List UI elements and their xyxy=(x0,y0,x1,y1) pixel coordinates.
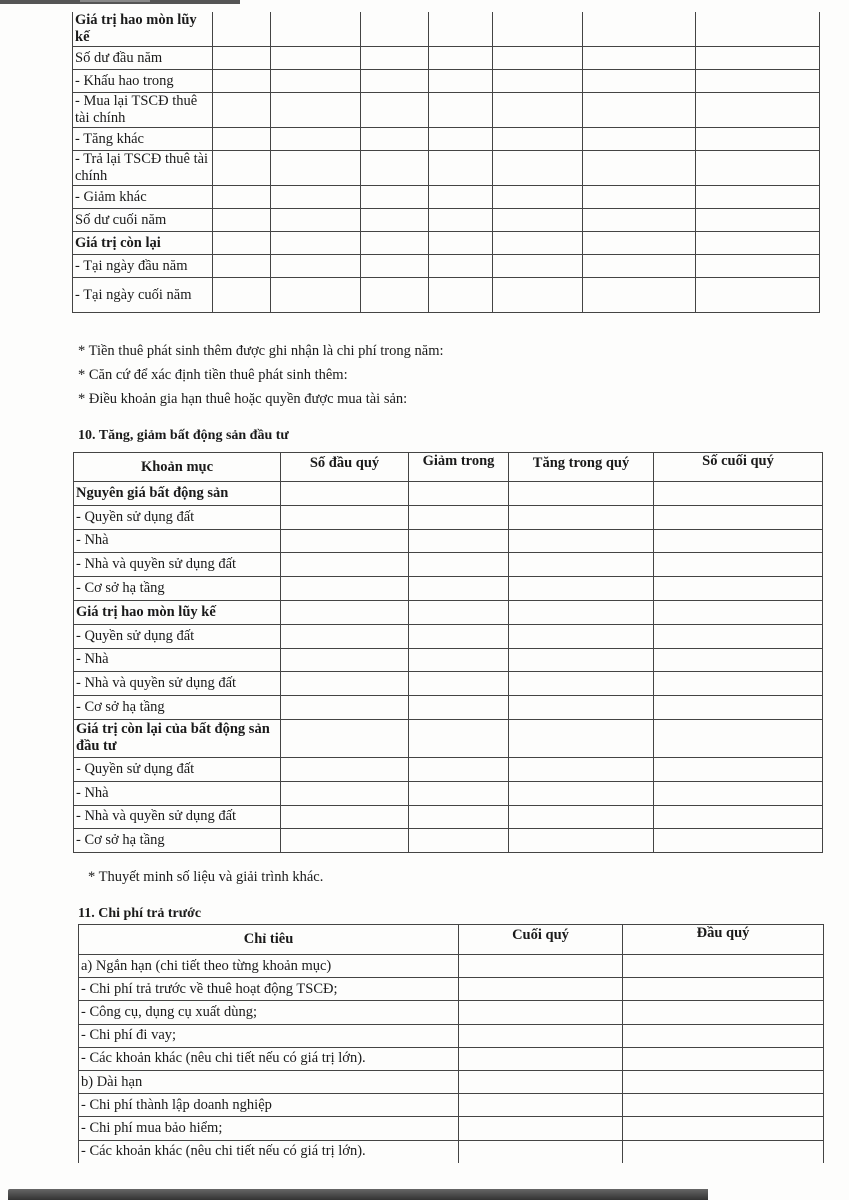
value-cell xyxy=(361,232,429,255)
table-row xyxy=(74,624,823,648)
value-cell xyxy=(509,600,654,624)
value-cell xyxy=(583,47,696,70)
value-cell xyxy=(696,151,820,186)
table-row xyxy=(79,1140,824,1163)
row-label: - Nhà xyxy=(74,648,281,672)
value-cell xyxy=(281,805,409,829)
row-label: - Nhà xyxy=(74,529,281,553)
value-cell xyxy=(281,577,409,601)
value-cell xyxy=(509,648,654,672)
value-cell xyxy=(459,955,623,978)
value-cell xyxy=(361,278,429,313)
value-cell xyxy=(459,1001,623,1024)
row-label: - Nhà và quyền sử dụng đất xyxy=(74,672,281,696)
value-cell xyxy=(509,624,654,648)
value-cell xyxy=(429,186,493,209)
value-cell xyxy=(583,70,696,93)
row-label: Giá trị hao mòn lũy kế xyxy=(74,600,281,624)
value-cell xyxy=(271,209,361,232)
value-cell xyxy=(623,1047,824,1070)
value-cell xyxy=(409,672,509,696)
value-cell xyxy=(281,719,409,757)
value-cell xyxy=(409,577,509,601)
value-cell xyxy=(696,278,820,313)
header-khoan-muc: Khoản mục xyxy=(74,453,281,482)
value-cell xyxy=(213,12,271,47)
row-label: Nguyên giá bất động sản xyxy=(74,482,281,506)
section-11-title: 11. Chi phí trả trước xyxy=(78,906,202,921)
value-cell xyxy=(583,186,696,209)
value-cell xyxy=(583,93,696,128)
value-cell xyxy=(429,70,493,93)
value-cell xyxy=(696,70,820,93)
table-row xyxy=(73,128,820,151)
table-row xyxy=(73,70,820,93)
value-cell xyxy=(213,93,271,128)
value-cell xyxy=(654,805,823,829)
table-row xyxy=(79,1094,824,1117)
value-cell xyxy=(509,672,654,696)
value-cell xyxy=(654,696,823,720)
row-label: - Nhà và quyền sử dụng đất xyxy=(74,553,281,577)
value-cell xyxy=(271,186,361,209)
value-cell xyxy=(281,696,409,720)
value-cell xyxy=(583,232,696,255)
value-cell xyxy=(271,232,361,255)
value-cell xyxy=(409,624,509,648)
value-cell xyxy=(696,47,820,70)
value-cell xyxy=(213,47,271,70)
value-cell xyxy=(409,553,509,577)
value-cell xyxy=(654,505,823,529)
value-cell xyxy=(509,719,654,757)
value-cell xyxy=(271,128,361,151)
note-additional-rent: * Tiền thuê phát sinh thêm được ghi nhận là chi phí trong năm: xyxy=(78,343,444,359)
row-label: Giá trị còn lại xyxy=(73,232,213,255)
value-cell xyxy=(281,624,409,648)
row-label: - Tại ngày cuối năm xyxy=(73,278,213,313)
row-label: b) Dài hạn xyxy=(79,1070,459,1093)
value-cell xyxy=(509,757,654,781)
row-label: Giá trị còn lại của bất động sản đầu tư xyxy=(74,719,281,757)
header-tang-trong-quy: Tăng trong quý xyxy=(509,453,654,482)
value-cell xyxy=(493,209,583,232)
value-cell xyxy=(213,209,271,232)
value-cell xyxy=(696,255,820,278)
value-cell xyxy=(509,553,654,577)
row-label: - Tăng khác xyxy=(73,128,213,151)
value-cell xyxy=(409,529,509,553)
value-cell xyxy=(509,696,654,720)
table-row xyxy=(74,577,823,601)
value-cell xyxy=(213,255,271,278)
value-cell xyxy=(271,70,361,93)
value-cell xyxy=(493,128,583,151)
value-cell xyxy=(409,696,509,720)
value-cell xyxy=(654,672,823,696)
value-cell xyxy=(429,47,493,70)
note-rent-basis: * Căn cứ để xác định tiền thuê phát sinh thêm: xyxy=(78,367,348,383)
investment-property-table xyxy=(73,452,823,853)
value-cell xyxy=(429,255,493,278)
value-cell xyxy=(583,151,696,186)
value-cell xyxy=(409,505,509,529)
value-cell xyxy=(429,151,493,186)
table-row xyxy=(74,600,823,624)
value-cell xyxy=(493,93,583,128)
value-cell xyxy=(361,209,429,232)
value-cell xyxy=(459,1117,623,1140)
fixed-asset-lease-table xyxy=(72,12,820,313)
row-label: - Giảm khác xyxy=(73,186,213,209)
value-cell xyxy=(409,781,509,805)
row-label: - Các khoản khác (nêu chi tiết nếu có giá trị lớn). xyxy=(79,1140,459,1163)
value-cell xyxy=(361,186,429,209)
scan-edge-bottom xyxy=(8,1189,708,1200)
prepaid-expenses-table xyxy=(78,924,824,1163)
value-cell xyxy=(409,829,509,853)
value-cell xyxy=(429,232,493,255)
row-label: Số dư cuối năm xyxy=(73,209,213,232)
row-label: - Cơ sở hạ tầng xyxy=(74,829,281,853)
value-cell xyxy=(409,648,509,672)
row-label: - Các khoản khác (nêu chi tiết nếu có giá trị lớn). xyxy=(79,1047,459,1070)
value-cell xyxy=(281,505,409,529)
value-cell xyxy=(271,255,361,278)
table-row xyxy=(73,93,820,128)
table-row xyxy=(79,978,824,1001)
table-row xyxy=(74,829,823,853)
section-10-title: 10. Tăng, giảm bất động sản đầu tư xyxy=(78,428,289,443)
table-row xyxy=(74,757,823,781)
value-cell xyxy=(281,529,409,553)
value-cell xyxy=(654,719,823,757)
value-cell xyxy=(271,12,361,47)
value-cell xyxy=(361,47,429,70)
table-row xyxy=(73,209,820,232)
value-cell xyxy=(213,151,271,186)
value-cell xyxy=(281,600,409,624)
note-lease-extension: * Điều khoản gia hạn thuê hoặc quyền được mua tài sản: xyxy=(78,391,408,407)
value-cell xyxy=(409,482,509,506)
value-cell xyxy=(493,255,583,278)
value-cell xyxy=(281,781,409,805)
value-cell xyxy=(696,128,820,151)
value-cell xyxy=(654,577,823,601)
row-label: - Công cụ, dụng cụ xuất dùng; xyxy=(79,1001,459,1024)
value-cell xyxy=(623,1140,824,1163)
value-cell xyxy=(409,805,509,829)
row-label: Giá trị hao mòn lũy kế xyxy=(73,12,213,47)
table-row xyxy=(79,1117,824,1140)
value-cell xyxy=(429,278,493,313)
value-cell xyxy=(509,781,654,805)
row-label: a) Ngắn hạn (chi tiết theo từng khoản mục) xyxy=(79,955,459,978)
value-cell xyxy=(429,128,493,151)
value-cell xyxy=(654,529,823,553)
value-cell xyxy=(493,12,583,47)
row-label: - Chi phí đi vay; xyxy=(79,1024,459,1047)
table-row xyxy=(79,1001,824,1024)
table-row xyxy=(74,781,823,805)
value-cell xyxy=(696,209,820,232)
value-cell xyxy=(696,93,820,128)
value-cell xyxy=(493,278,583,313)
row-label: - Chi phí thành lập doanh nghiệp xyxy=(79,1094,459,1117)
table-row xyxy=(79,1024,824,1047)
row-label: - Trả lại TSCĐ thuê tài chính xyxy=(73,151,213,186)
value-cell xyxy=(583,255,696,278)
value-cell xyxy=(493,47,583,70)
row-label: - Cơ sở hạ tầng xyxy=(74,577,281,601)
value-cell xyxy=(654,829,823,853)
row-label: - Quyền sử dụng đất xyxy=(74,757,281,781)
value-cell xyxy=(213,186,271,209)
table-row xyxy=(73,151,820,186)
header-giam-trong: Giảm trong xyxy=(409,453,509,482)
value-cell xyxy=(623,1094,824,1117)
value-cell xyxy=(493,70,583,93)
value-cell xyxy=(429,93,493,128)
value-cell xyxy=(654,600,823,624)
value-cell xyxy=(409,719,509,757)
row-label: - Cơ sở hạ tầng xyxy=(74,696,281,720)
table-row xyxy=(74,672,823,696)
value-cell xyxy=(583,209,696,232)
value-cell xyxy=(459,978,623,1001)
header-so-dau-quy: Số đầu quý xyxy=(281,453,409,482)
value-cell xyxy=(623,978,824,1001)
value-cell xyxy=(583,128,696,151)
value-cell xyxy=(429,209,493,232)
value-cell xyxy=(409,600,509,624)
value-cell xyxy=(623,1070,824,1093)
header-cuoi-quy: Cuối quý xyxy=(459,925,623,955)
table-row xyxy=(73,232,820,255)
header-chi-tieu: Chỉ tiêu xyxy=(79,925,459,955)
value-cell xyxy=(213,70,271,93)
row-label: - Chi phí mua bảo hiểm; xyxy=(79,1117,459,1140)
table-row xyxy=(73,278,820,313)
table-row xyxy=(73,186,820,209)
table-header-row xyxy=(74,453,823,482)
value-cell xyxy=(459,1070,623,1093)
value-cell xyxy=(696,12,820,47)
row-label: - Khấu hao trong xyxy=(73,70,213,93)
table-row xyxy=(79,955,824,978)
value-cell xyxy=(459,1047,623,1070)
row-label: - Tại ngày đầu năm xyxy=(73,255,213,278)
table-row xyxy=(74,505,823,529)
row-label: - Mua lại TSCĐ thuê tài chính xyxy=(73,93,213,128)
table-row xyxy=(74,648,823,672)
value-cell xyxy=(361,70,429,93)
value-cell xyxy=(623,1001,824,1024)
header-so-cuoi-quy: Số cuối quý xyxy=(654,453,823,482)
value-cell xyxy=(271,151,361,186)
value-cell xyxy=(281,482,409,506)
value-cell xyxy=(361,93,429,128)
table-row xyxy=(74,719,823,757)
row-label: - Quyền sử dụng đất xyxy=(74,624,281,648)
value-cell xyxy=(213,232,271,255)
value-cell xyxy=(509,505,654,529)
value-cell xyxy=(281,553,409,577)
value-cell xyxy=(493,151,583,186)
value-cell xyxy=(509,482,654,506)
value-cell xyxy=(361,12,429,47)
value-cell xyxy=(493,186,583,209)
header-dau-quy: Đầu quý xyxy=(623,925,824,955)
value-cell xyxy=(281,672,409,696)
row-label: - Nhà và quyền sử dụng đất xyxy=(74,805,281,829)
value-cell xyxy=(623,1024,824,1047)
value-cell xyxy=(654,624,823,648)
scan-edge-top-mark xyxy=(80,0,150,2)
value-cell xyxy=(271,93,361,128)
table-row xyxy=(74,696,823,720)
value-cell xyxy=(654,482,823,506)
table-row xyxy=(74,553,823,577)
value-cell xyxy=(509,529,654,553)
row-label: - Chi phí trả trước về thuê hoạt động TSCĐ; xyxy=(79,978,459,1001)
value-cell xyxy=(509,805,654,829)
value-cell xyxy=(696,232,820,255)
table-row xyxy=(74,482,823,506)
row-label: Số dư đầu năm xyxy=(73,47,213,70)
table-header-row xyxy=(79,925,824,955)
table-row xyxy=(74,805,823,829)
table-row xyxy=(73,255,820,278)
value-cell xyxy=(583,278,696,313)
value-cell xyxy=(623,1117,824,1140)
value-cell xyxy=(271,278,361,313)
value-cell xyxy=(281,648,409,672)
value-cell xyxy=(213,278,271,313)
value-cell xyxy=(509,577,654,601)
value-cell xyxy=(459,1140,623,1163)
table-row xyxy=(79,1047,824,1070)
table-row xyxy=(74,529,823,553)
value-cell xyxy=(361,128,429,151)
value-cell xyxy=(583,12,696,47)
row-label: - Nhà xyxy=(74,781,281,805)
value-cell xyxy=(361,255,429,278)
note-explanation: * Thuyết minh số liệu và giải trình khác. xyxy=(88,869,324,885)
table-row xyxy=(73,47,820,70)
value-cell xyxy=(281,829,409,853)
table-row xyxy=(79,1070,824,1093)
value-cell xyxy=(696,186,820,209)
value-cell xyxy=(281,757,409,781)
value-cell xyxy=(509,829,654,853)
row-label: - Quyền sử dụng đất xyxy=(74,505,281,529)
value-cell xyxy=(409,757,509,781)
value-cell xyxy=(654,648,823,672)
value-cell xyxy=(429,12,493,47)
value-cell xyxy=(459,1094,623,1117)
value-cell xyxy=(654,553,823,577)
value-cell xyxy=(361,151,429,186)
value-cell xyxy=(459,1024,623,1047)
value-cell xyxy=(623,955,824,978)
table-row xyxy=(73,12,820,47)
value-cell xyxy=(213,128,271,151)
value-cell xyxy=(271,47,361,70)
value-cell xyxy=(654,757,823,781)
value-cell xyxy=(654,781,823,805)
value-cell xyxy=(493,232,583,255)
